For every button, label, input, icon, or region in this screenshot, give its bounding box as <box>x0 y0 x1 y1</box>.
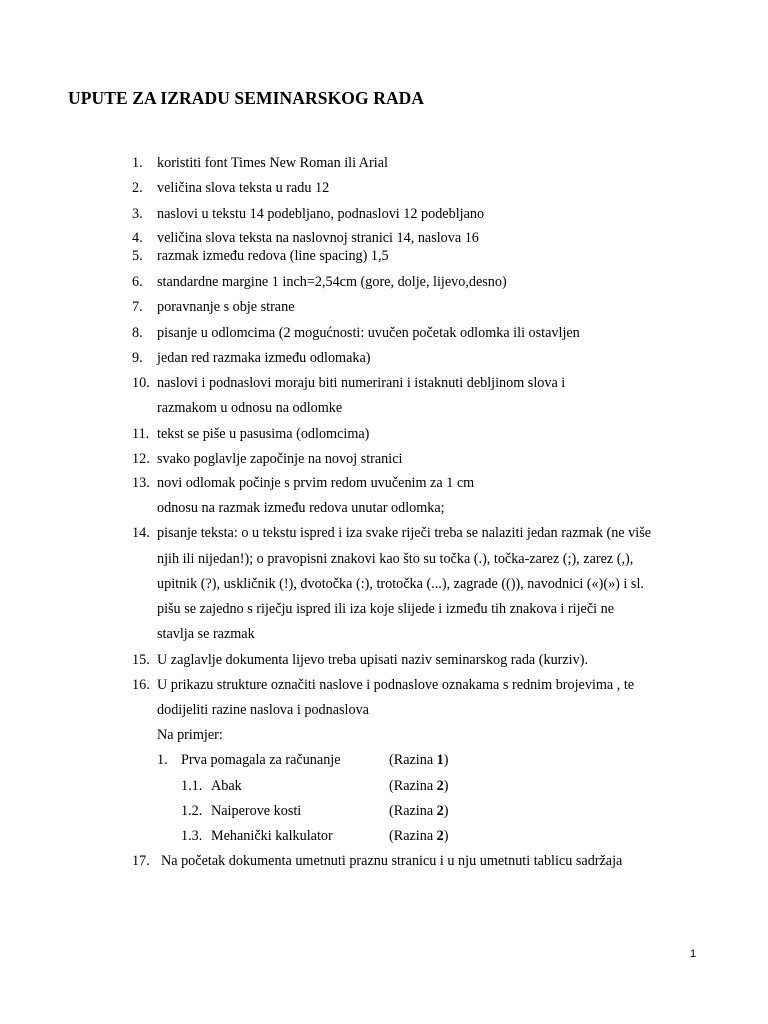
list-item-number: 16. <box>132 677 150 693</box>
list-item-number: 17. <box>132 853 150 869</box>
list-item-text: naslovi i podnaslovi moraju biti numerirani i istaknuti debljinom slova i <box>157 375 566 391</box>
list-item-text: U zaglavlje dokumenta lijevo treba upisati naziv seminarskog rada (kurziv). <box>157 652 588 668</box>
list-item-number: 1. <box>132 155 143 171</box>
list-item-number: 5. <box>132 248 143 264</box>
list-item-number: 2. <box>132 180 143 196</box>
list-item-text: jedan red razmaka između odlomaka) <box>157 350 371 366</box>
list-item-text: veličina slova teksta u radu 12 <box>157 180 330 196</box>
list-item-text: Na početak dokumenta umetnuti praznu stranicu i u nju umetnuti tablicu sadržaja <box>161 853 623 869</box>
list-item-number: 13. <box>132 475 150 491</box>
list-item-text: novi odlomak počinje s prvim redom uvučenim za 1 cm <box>157 475 475 491</box>
example-row-level: (Razina 2) <box>389 803 449 819</box>
list-item-text: upitnik (?), uskličnik (!), dvotočka (:), trotočka (...), zagrade (()), navodnici («)(») i sl. <box>157 576 644 592</box>
list-item-number: 3. <box>132 206 143 222</box>
example-row-number: 1.2. <box>181 803 203 819</box>
example-row-level: (Razina 2) <box>389 828 449 844</box>
list-item-text: poravnanje s obje strane <box>157 299 295 315</box>
example-row-number: 1.1. <box>181 778 203 794</box>
list-item-number: 10. <box>132 375 150 391</box>
list-item-text: pisanje teksta: o u tekstu ispred i iza svake riječi treba se nalaziti jedan razmak (ne više <box>157 525 652 541</box>
list-item-number: 8. <box>132 325 143 341</box>
example-row-level: (Razina 2) <box>389 778 449 794</box>
list-item-number: 6. <box>132 274 143 290</box>
list-item-number: 9. <box>132 350 143 366</box>
example-row-label: Mehanički kalkulator <box>211 828 333 844</box>
list-item-number: 12. <box>132 451 150 467</box>
example-row-number: 1. <box>157 752 168 768</box>
example-row-number: 1.3. <box>181 828 203 844</box>
list-item-text: standardne margine 1 inch=2,54cm (gore, dolje, lijevo,desno) <box>157 274 507 290</box>
list-item-text: razmak između redova (line spacing) 1,5 <box>157 248 389 264</box>
example-row-label: Prva pomagala za računanje <box>181 752 341 768</box>
list-item-text: pisanje u odlomcima (2 mogućnosti: uvučen početak odlomka ili ostavljen <box>157 325 580 341</box>
example-row-level: (Razina 1) <box>389 752 449 768</box>
list-item-text: odnosu na razmak između redova unutar odlomka; <box>157 500 445 516</box>
list-item-text: tekst se piše u pasusima (odlomcima) <box>157 426 370 442</box>
list-item-text: veličina slova teksta na naslovnoj stranici 14, naslova 16 <box>157 230 479 246</box>
page-number: 1 <box>690 948 697 960</box>
list-item-text: dodijeliti razine naslova i podnaslova <box>157 702 369 718</box>
example-row-label: Naiperove kosti <box>211 803 302 819</box>
document-title: UPUTE ZA IZRADU SEMINARSKOG RADA <box>68 88 425 108</box>
list-item-number: 11. <box>132 426 150 442</box>
list-item-text: njih ili nijedan!); o pravopisni znakovi kao što su točka (.), točka-zarez (;), zarez (,), <box>157 551 634 567</box>
list-item-number: 14. <box>132 525 150 541</box>
list-item-number: 15. <box>132 652 150 668</box>
list-item-number: 7. <box>132 299 143 315</box>
list-item-text: stavlja se razmak <box>157 626 255 642</box>
list-item-text: koristiti font Times New Roman ili Arial <box>157 155 388 171</box>
list-item-text: pišu se zajedno s riječju ispred ili iza koje slijede i između tih znakova i riječi ne <box>157 601 615 617</box>
example-row-label: Abak <box>211 778 242 794</box>
list-item-text: U prikazu strukture označiti naslove i podnaslove oznakama s rednim brojevima , te <box>157 677 635 693</box>
list-item-text: Na primjer: <box>157 727 223 743</box>
list-item-text: svako poglavlje započinje na novoj stranici <box>157 451 403 467</box>
list-item-number: 4. <box>132 230 143 246</box>
list-item-text: naslovi u tekstu 14 podebljano, podnaslovi 12 podebljano <box>157 206 485 222</box>
list-item-text: razmakom u odnosu na odlomke <box>157 400 343 416</box>
